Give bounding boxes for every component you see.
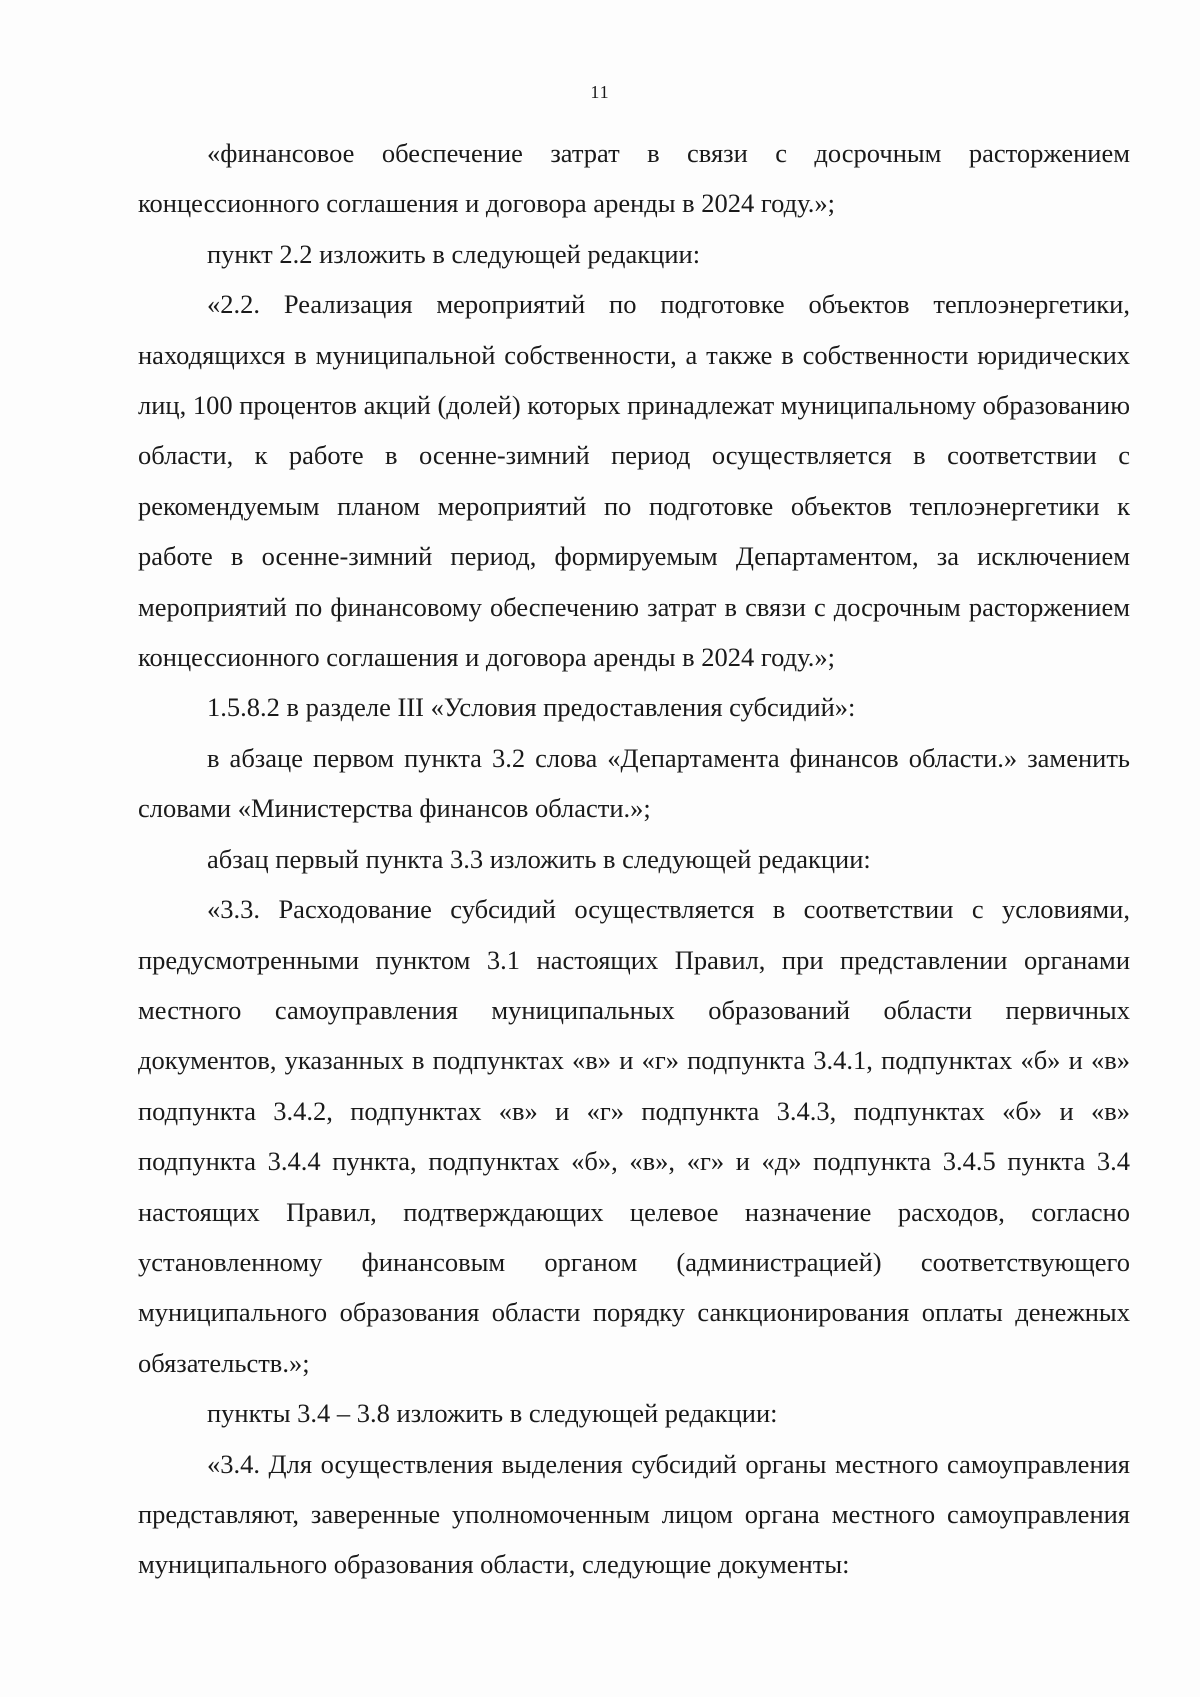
paragraph-points-3-4-3-8-intro: пункты 3.4 – 3.8 изложить в следующей редакции:: [207, 1398, 778, 1429]
paragraph-point-2-2-intro: пункт 2.2 изложить в следующей редакции:: [207, 238, 701, 269]
page-number: 11: [590, 82, 610, 102]
paragraph-funding-quote: «финансовое обеспечение затрат в связи с досрочным расторжением концессионного соглашения и договора аренды в 2024 году.»;: [138, 138, 1130, 219]
paragraph-section-iii: 1.5.8.2 в разделе III «Условия предоставления субсидий»:: [207, 692, 856, 723]
paragraph-point-3-4-text: «3.4. Для осуществления выделения субсидий органы местного самоуправления представляют, заверенные уполномоченным лицом органа местного самоуправления муниципального образования области, следующие документы:: [138, 1448, 1130, 1580]
paragraph-point-3-2: в абзаце первом пункта 3.2 слова «Департамента финансов области.» заменить словами «Министерства финансов области.»;: [138, 742, 1130, 824]
document-body: [138, 128, 1130, 1590]
paragraph-point-2-2-text: «2.2. Реализация мероприятий по подготовке объектов теплоэнергетики, находящихся в муниципальной собственности, а также в собственности юридических лиц, 100 процентов акций (долей) которых принадлежат муниципальному образованию области, к работе в осенне-зимний период осуществляется в соответствии с рекомендуемым планом мероприятий по подготовке объектов теплоэнергетики к работе в осенне-зимний период, формируемым Департаментом, за исключением мероприятий по финансовому обеспечению затрат в связи с досрочным расторжением концессионного соглашения и договора аренды в 2024 году.»;: [138, 289, 1130, 673]
paragraph-point-3-3-text: «3.3. Расходование субсидий осуществляется в соответствии с условиями, предусмотренными пунктом 3.1 настоящих Правил, при представлении органами местного самоуправления муниципальных образований области первичных документов, указанных в подпунктах «в» и «г» подпункта 3.4.1, подпунктах «б» и «в» подпункта 3.4.2, подпунктах «в» и «г» подпункта 3.4.3, подпунктах «б» и «в» подпункта 3.4.4 пункта, подпунктах «б», «в», «г» и «д» подпункта 3.4.5 пункта 3.4 настоящих Правил, подтверждающих целевое назначение расходов, согласно установленному финансовым органом (администрацией) соответствующего муниципального образования области порядку санкционирования оплаты денежных обязательств.»;: [138, 894, 1130, 1378]
paragraph-point-3-3-intro: абзац первый пункта 3.3 изложить в следующей редакции:: [207, 843, 871, 874]
